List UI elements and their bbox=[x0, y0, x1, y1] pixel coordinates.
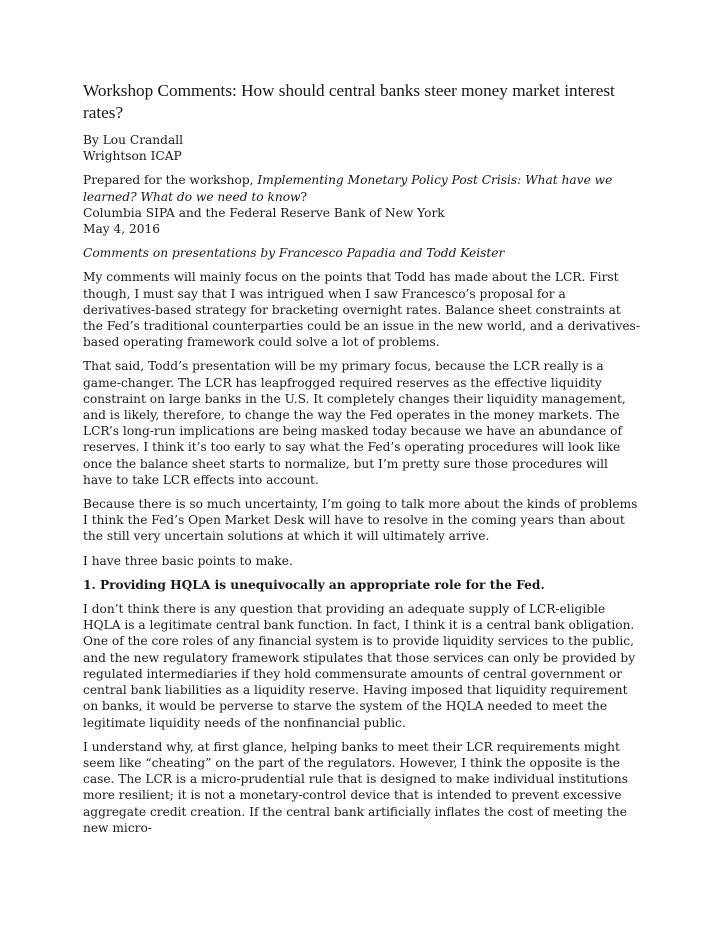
byline bbox=[83, 132, 641, 164]
prepared-suffix: ? bbox=[300, 189, 308, 204]
workshop-date: May 4, 2016 bbox=[83, 222, 161, 237]
author-affiliation: Wrightson ICAP bbox=[83, 149, 182, 164]
comments-on-text: Comments on presentations by Francesco Papadia and Todd Keister bbox=[83, 246, 505, 261]
paragraph: I understand why, at first glance, helping banks to meet their LCR requirements might seem like “cheating” on the part of the regulators. However, I think the opposite is the case. The LCR is a micro-prudential rule that is designed to make individual institutions more resilient; it is not a monetary-control device that is intended to prevent excessive aggregate credit creation. If the central bank artificially inflates the cost of meeting the new micro- bbox=[83, 739, 629, 835]
author-name: By Lou Crandall bbox=[83, 133, 183, 147]
document-title: Workshop Comments: How should central banks steer money market interest rates? bbox=[83, 81, 615, 122]
workshop-hosts: Columbia SIPA and the Federal Reserve Bank of New York bbox=[83, 205, 445, 220]
section-heading: 1. Providing HQLA is unequivocally an appropriate role for the Fed. bbox=[83, 577, 545, 592]
paragraph: Because there is so much uncertainty, I’m going to talk more about the kinds of problems I think the Fed’s Open Market Desk will have to resolve in the coming years than about the still very uncertain solutions at which it will ultimately arrive. bbox=[83, 497, 638, 544]
paragraph: I have three basic points to make. bbox=[83, 553, 293, 568]
workshop-title: Implementing Monetary Policy Post Crisis: What have we learned? What do we need to know bbox=[83, 173, 613, 204]
document-page bbox=[83, 80, 641, 844]
paragraph: That said, Todd’s presentation will be my primary focus, because the LCR really is a game-changer. The LCR has leapfrogged required reserves as the effective liquidity constraint on large banks in the U.S. It completely changes their liquidity management, and is likely, therefore, to change the way the Fed operates in the money markets. The LCR’s long-run implications are being masked today because we have an abundance of reserves. I think it’s too early to say what the Fed’s operating procedures will look like once the balance sheet starts to normalize, but I’m pretty sure those procedures will have to take LCR effects into account. bbox=[83, 359, 626, 487]
comments-on-line bbox=[83, 245, 641, 261]
paragraph: My comments will mainly focus on the points that Todd has made about the LCR. First though, I must say that I was intrigued when I saw Francesco’s proposal for a derivatives-based strategy for bracketing overnight rates. Balance sheet constraints at the Fed’s traditional counterparties could be an issue in the new world, and a derivatives-based operating framework could solve a lot of problems. bbox=[83, 270, 640, 350]
workshop-info bbox=[83, 172, 641, 237]
prepared-prefix: Prepared for the workshop, bbox=[83, 173, 258, 188]
paragraph: I don’t think there is any question that providing an adequate supply of LCR-eligible HQLA is a legitimate central bank function. In fact, I think it is a central bank obligation. One of the core roles of any financial system is to provide liquidity services to the public, and the new regulatory framework stipulates that those services can only be provided by regulated intermediaries if they hold commensurate amounts of central government or central bank liabilities as a liquidity reserve. Having imposed that liquidity requirement on banks, it would be perverse to starve the system of the HQLA needed to meet the legitimate liquidity needs of the nonfinancial public. bbox=[83, 602, 636, 730]
